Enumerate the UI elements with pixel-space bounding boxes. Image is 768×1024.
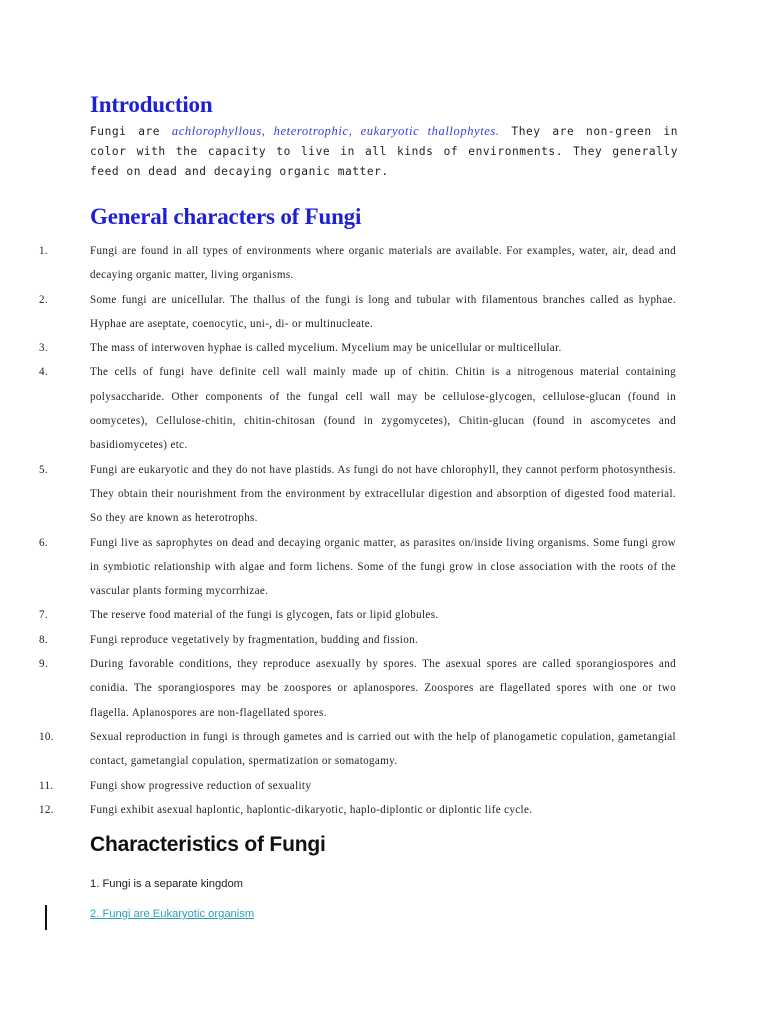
list-item-number: 2. — [39, 293, 49, 306]
text-cursor — [45, 905, 47, 930]
list-item-number: 5. — [39, 463, 49, 476]
list-item-number: 10. — [39, 730, 54, 743]
list-item-text: Fungi are eukaryotic and they do not have plastids. As fungi do not have chlorophyll, they cannot perform photosynthesis. They obtain their nourishment from the environment by extracellular digestion and absorption of digested food material. So they are known as heterotrophs. — [90, 463, 676, 525]
list-item — [39, 531, 676, 604]
list-item-text: Fungi live as saprophytes on dead and decaying organic matter, as parasites on/inside living organisms. Some fungi grow in symbiotic relationship with algae and form lichens. Some of the fungi grow in close association with the roots of the vascular plants forming mycorrhizae. — [90, 536, 676, 598]
list-item — [39, 628, 676, 652]
list-item-number: 12. — [39, 803, 54, 816]
list-item-text: The cells of fungi have definite cell wall mainly made up of chitin. Chitin is a nitrogenous material containing polysaccharide. Other components of the fungal cell wall may be cellulose-glycogen, cellulose-glucan (found in oomycetes), Cellulose-chitin, chitin-chitosan (found in zygomycetes), Chitin-glucan (found in ascomycetes and basidiomycetes) etc. — [90, 366, 676, 452]
list-item-text: Fungi are found in all types of environments where organic materials are available. For examples, water, air, dead and decaying organic matter, living organisms. — [90, 245, 676, 282]
list-item — [39, 239, 676, 288]
introduction-paragraph — [90, 121, 678, 182]
list-item-number: 4. — [39, 366, 49, 379]
list-item-number: 11. — [39, 779, 54, 792]
general-characters-heading: General characters of Fungi — [90, 204, 362, 229]
list-item — [39, 360, 676, 457]
list-item-number: 9. — [39, 658, 49, 671]
list-item-number: 8. — [39, 633, 49, 646]
list-item-text: Fungi show progressive reduction of sexuality — [90, 779, 312, 792]
list-item-text: Sexual reproduction in fungi is through gametes and is carried out with the help of planogametic copulation, gametangial contact, gametangial copulation, spermatization or somatogamy. — [90, 730, 676, 768]
characteristic-item: 1. Fungi is a separate kingdom — [90, 878, 243, 890]
general-characters-list — [39, 239, 676, 822]
list-item-number: 6. — [39, 536, 49, 549]
list-item-number: 1. — [39, 245, 49, 257]
introduction-heading: Introduction — [90, 92, 213, 117]
list-item-text: The reserve food material of the fungi is glycogen, fats or lipid globules. — [90, 609, 439, 622]
characteristics-heading: Characteristics of Fungi — [90, 833, 326, 856]
list-item — [39, 774, 676, 798]
list-item-text: Fungi reproduce vegetatively by fragmentation, budding and fission. — [90, 633, 419, 646]
eukaryotic-organism-link[interactable]: 2. Fungi are Eukaryotic organism — [90, 908, 255, 920]
list-item — [39, 336, 676, 360]
list-item-number: 3. — [39, 342, 49, 355]
list-item — [39, 288, 676, 337]
list-item-text: Fungi exhibit asexual haplontic, haplontic-dikaryotic, haplo-diplontic or diplontic life cycle. — [90, 803, 533, 816]
intro-lead-text: Fungi are — [90, 125, 172, 138]
list-item — [39, 798, 676, 822]
list-item — [39, 652, 676, 725]
list-item — [39, 603, 676, 627]
list-item-number: 7. — [39, 609, 49, 622]
list-item — [39, 725, 676, 774]
list-item-text: The mass of interwoven hyphae is called mycelium. Mycelium may be unicellular or multicellular. — [90, 342, 562, 355]
intro-rest-text: They are non-green in color with the capacity to live in all kinds of environments. They generally feed on dead and decaying organic matter. — [90, 125, 678, 178]
list-item-text: Some fungi are unicellular. The thallus of the fungi is long and tubular with filamentous branches called as hyphae. Hyphae are aseptate, coenocytic, uni-, di- or multinucleate. — [90, 293, 676, 330]
intro-highlight-text: achlorophyllous, heterotrophic, eukaryotic thallophytes. — [171, 124, 500, 138]
list-item — [39, 458, 676, 531]
list-item-text: During favorable conditions, they reproduce asexually by spores. The asexual spores are called sporangiospores and conidia. The sporangiospores may be zoospores or aplanospores. Zoospores are flagellated spores with one or two flagella. Aplanospores are non-flagellated spores. — [90, 658, 676, 719]
